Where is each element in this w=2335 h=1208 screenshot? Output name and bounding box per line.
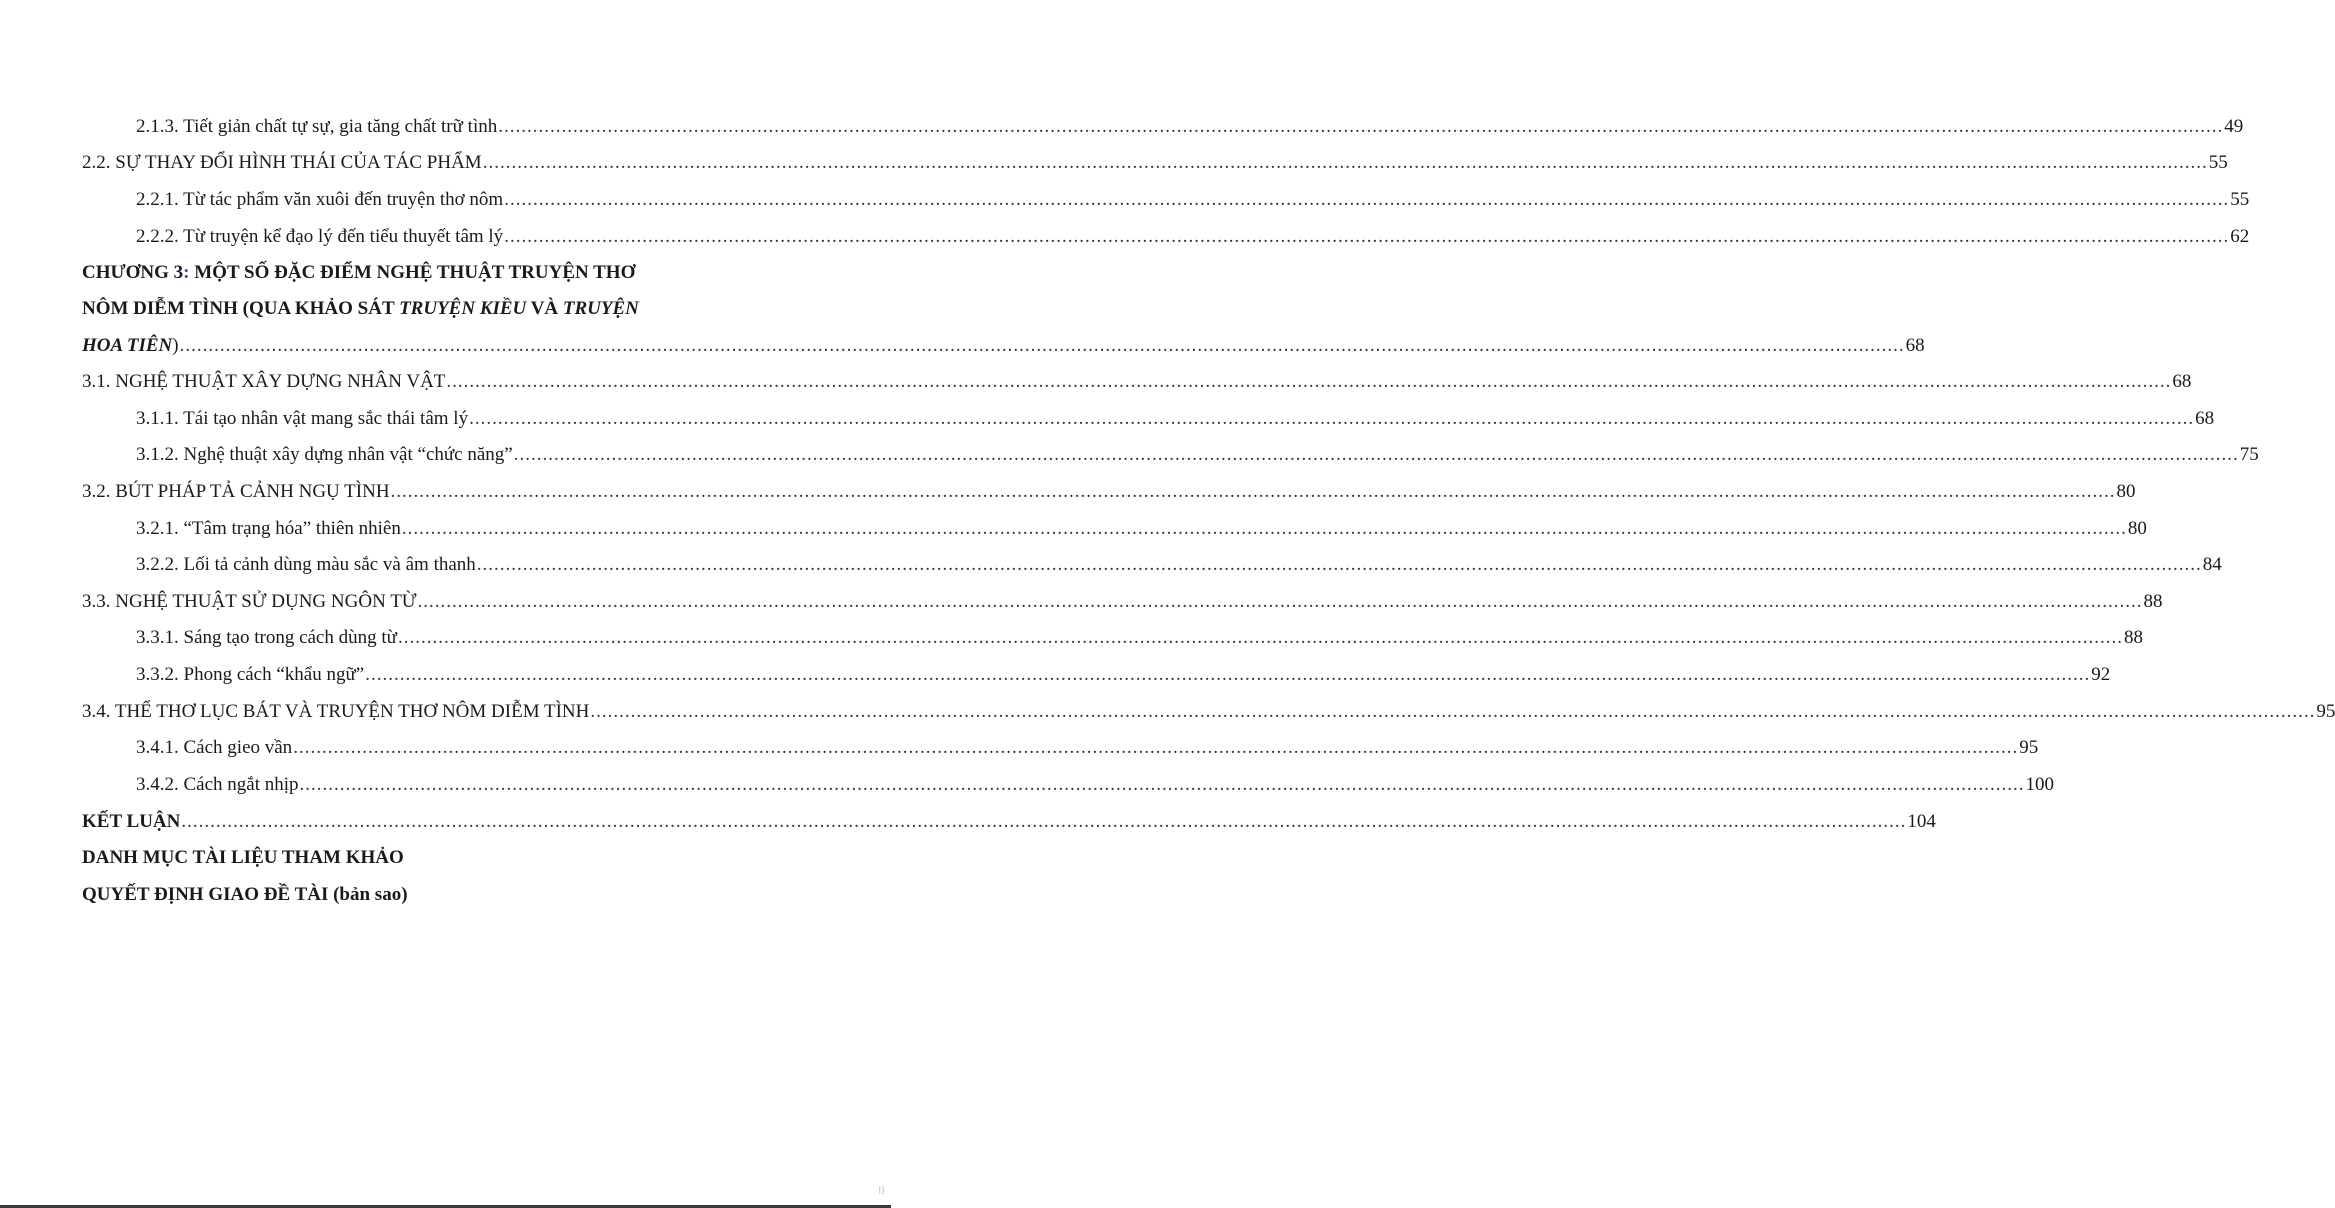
dot-leader: ............................................................................................................................................................................................................................................................................................................ xyxy=(401,518,2127,539)
dot-leader: ............................................................................................................................................................................................................................................................................................................ xyxy=(482,152,2208,173)
toc-entry-text: 3.4. THỂ THƠ LỤC BÁT VÀ TRUYỆN THƠ NÔM DIỄM TÌNH xyxy=(82,701,590,722)
toc-entry-text: 3.2.2. Lối tả cảnh dùng màu sắc và âm thanh xyxy=(136,554,476,575)
toc-page-number: 80 xyxy=(2127,518,2147,539)
dot-leader: ............................................................................................................................................................................................................................................................................................................ xyxy=(469,408,2195,429)
chapter-title-italic: TRUYỆN KIỀU xyxy=(399,298,527,319)
toc-entry-3-3-2[interactable] xyxy=(136,663,2111,687)
toc-entry-text: 3.4.1. Cách gieo vần xyxy=(136,737,293,758)
toc-page-number: 92 xyxy=(2091,664,2111,685)
toc-entry-text: 3.1.2. Nghệ thuật xây dựng nhân vật “chức năng” xyxy=(136,444,513,465)
toc-entry-3-4[interactable] xyxy=(82,700,2335,724)
chapter-title-part: MỘT SỐ ĐẶC ĐIỂM NGHỆ THUẬT TRUYỆN THƠ xyxy=(189,262,636,283)
toc-page-number: 62 xyxy=(2230,226,2250,247)
dot-leader: ............................................................................................................................................................................................................................................................................................................ xyxy=(365,664,2091,685)
toc-page-number: 55 xyxy=(2208,152,2228,173)
toc-entry-text: 3.1. NGHỆ THUẬT XÂY DỰNG NHÂN VẬT xyxy=(82,371,446,392)
toc-page-number: 88 xyxy=(2123,627,2143,648)
toc-entry-text: 3.1.1. Tái tạo nhân vật mang sắc thái tâm lý xyxy=(136,408,469,429)
toc-page-number: 100 xyxy=(2025,774,2055,795)
toc-entry-3-1[interactable] xyxy=(82,370,2192,394)
toc-entry-text: 3.3. NGHỆ THUẬT SỬ DỤNG NGÔN TỪ xyxy=(82,591,417,612)
toc-entry-2-2[interactable] xyxy=(82,151,2228,175)
toc-page-number: 95 xyxy=(2316,701,2335,722)
dot-leader: ............................................................................................................................................................................................................................................................................................................ xyxy=(397,627,2123,648)
dot-leader: ............................................................................................................................................................................................................................................................................................................ xyxy=(476,554,2202,575)
dot-leader: ............................................................................................................................................................................................................................................................................................................ xyxy=(179,335,1905,356)
dot-leader: ............................................................................................................................................................................................................................................................................................................ xyxy=(293,737,2019,758)
dot-leader: ............................................................................................................................................................................................................................................................................................................ xyxy=(590,701,2316,722)
toc-entry-text: 3.2.1. “Tâm trạng hóa” thiên nhiên xyxy=(136,518,401,539)
chapter-colon: : xyxy=(183,262,190,283)
toc-page-number: 80 xyxy=(2116,481,2136,502)
dot-leader: ............................................................................................................................................................................................................................................................................................................ xyxy=(181,811,1907,832)
toc-entry-text: 2.2. SỰ THAY ĐỔI HÌNH THÁI CỦA TÁC PHẨM xyxy=(82,152,482,173)
toc-entry-3-1-2[interactable] xyxy=(136,443,2259,467)
toc-entry-3-4-2[interactable] xyxy=(136,773,2055,797)
toc-entry-3-2-2[interactable] xyxy=(136,553,2222,577)
toc-entry-references[interactable]: DANH MỤC TÀI LIỆU THAM KHẢO xyxy=(82,847,404,868)
chapter-title-part: VÀ xyxy=(526,298,563,319)
toc-entry-text: KẾT LUẬN xyxy=(82,811,181,832)
toc-page-number: 84 xyxy=(2202,554,2222,575)
dot-leader: ............................................................................................................................................................................................................................................................................................................ xyxy=(446,371,2172,392)
toc-page-number: 95 xyxy=(2019,737,2039,758)
toc-page-number: 88 xyxy=(2143,591,2163,612)
toc-entry-3-2-1[interactable] xyxy=(136,517,2147,541)
toc-entry-decision[interactable] xyxy=(82,883,762,907)
dot-leader: ............................................................................................................................................................................................................................................................................................................ xyxy=(498,116,2224,137)
chapter-title-part: NÔM DIỄM TÌNH (QUA KHẢO SÁT xyxy=(82,298,400,319)
toc-entry-text: 3.3.2. Phong cách “khẩu ngữ” xyxy=(136,664,365,685)
toc-entry-3-3[interactable] xyxy=(82,590,2163,614)
toc-entry-3-2[interactable] xyxy=(82,480,2136,504)
toc-entry-text: 3.4.2. Cách ngắt nhịp xyxy=(136,774,299,795)
dot-leader: ............................................................................................................................................................................................................................................................................................................ xyxy=(504,189,2230,210)
dot-leader: ............................................................................................................................................................................................................................................................................................................ xyxy=(513,444,2239,465)
toc-page-number: 68 xyxy=(2195,408,2215,429)
chapter-title-end xyxy=(82,334,179,358)
toc-page-number: 68 xyxy=(1905,335,1925,356)
chapter-title-italic: TRUYỆN xyxy=(562,298,639,319)
toc-page-number: 55 xyxy=(2230,189,2250,210)
toc-entry-3-3-1[interactable] xyxy=(136,626,2143,650)
toc-page-number: 68 xyxy=(2172,371,2192,392)
toc-entry-2-2-1[interactable] xyxy=(136,188,2250,212)
toc-entry-text: QUYẾT ĐỊNH GIAO ĐỀ TÀI (bản sao) xyxy=(82,884,408,905)
toc-page-number: 75 xyxy=(2239,444,2259,465)
chapter-3-heading-line-3[interactable] xyxy=(82,334,1925,358)
toc-entry-text: 2.2.1. Từ tác phẩm văn xuôi đến truyện thơ nôm xyxy=(136,189,504,210)
toc-entry-text: 3.3.1. Sáng tạo trong cách dùng từ xyxy=(136,627,397,648)
dot-leader: ............................................................................................................................................................................................................................................................................................................ xyxy=(417,591,2143,612)
toc-entry-text: 2.2.2. Từ truyện kể đạo lý đến tiểu thuyết tâm lý xyxy=(136,226,504,247)
toc-entry-text: 3.2. BÚT PHÁP TẢ CẢNH NGỤ TÌNH xyxy=(82,481,390,502)
chapter-prefix: CHƯƠNG 3 xyxy=(82,262,184,283)
toc-entry-conclusion[interactable] xyxy=(82,810,1936,834)
dot-leader: ............................................................................................................................................................................................................................................................................................................ xyxy=(390,481,2116,502)
chapter-title-italic: HOA TIÊN xyxy=(82,335,173,356)
toc-entry-2-2-2[interactable] xyxy=(136,225,2250,249)
toc-page-number: 49 xyxy=(2224,116,2244,137)
page-corner-mark: ⁞⁞ xyxy=(878,1184,885,1197)
toc-entry-3-1-1[interactable] xyxy=(136,407,2215,431)
dot-leader: ............................................................................................................................................................................................................................................................................................................ xyxy=(299,774,2025,795)
chapter-3-heading-line-1[interactable] xyxy=(82,261,762,285)
toc-page-number: 104 xyxy=(1907,811,1936,832)
toc-entry-2-1-3[interactable] xyxy=(136,115,2244,139)
toc-entry-text: 2.1.3. Tiết giản chất tự sự, gia tăng chất trữ tình xyxy=(136,116,498,137)
chapter-title-close: ) xyxy=(172,335,179,356)
chapter-3-heading-line-2[interactable] xyxy=(82,297,762,321)
dot-leader: ............................................................................................................................................................................................................................................................................................................ xyxy=(504,226,2230,247)
toc-entry-3-4-1[interactable] xyxy=(136,736,2039,760)
